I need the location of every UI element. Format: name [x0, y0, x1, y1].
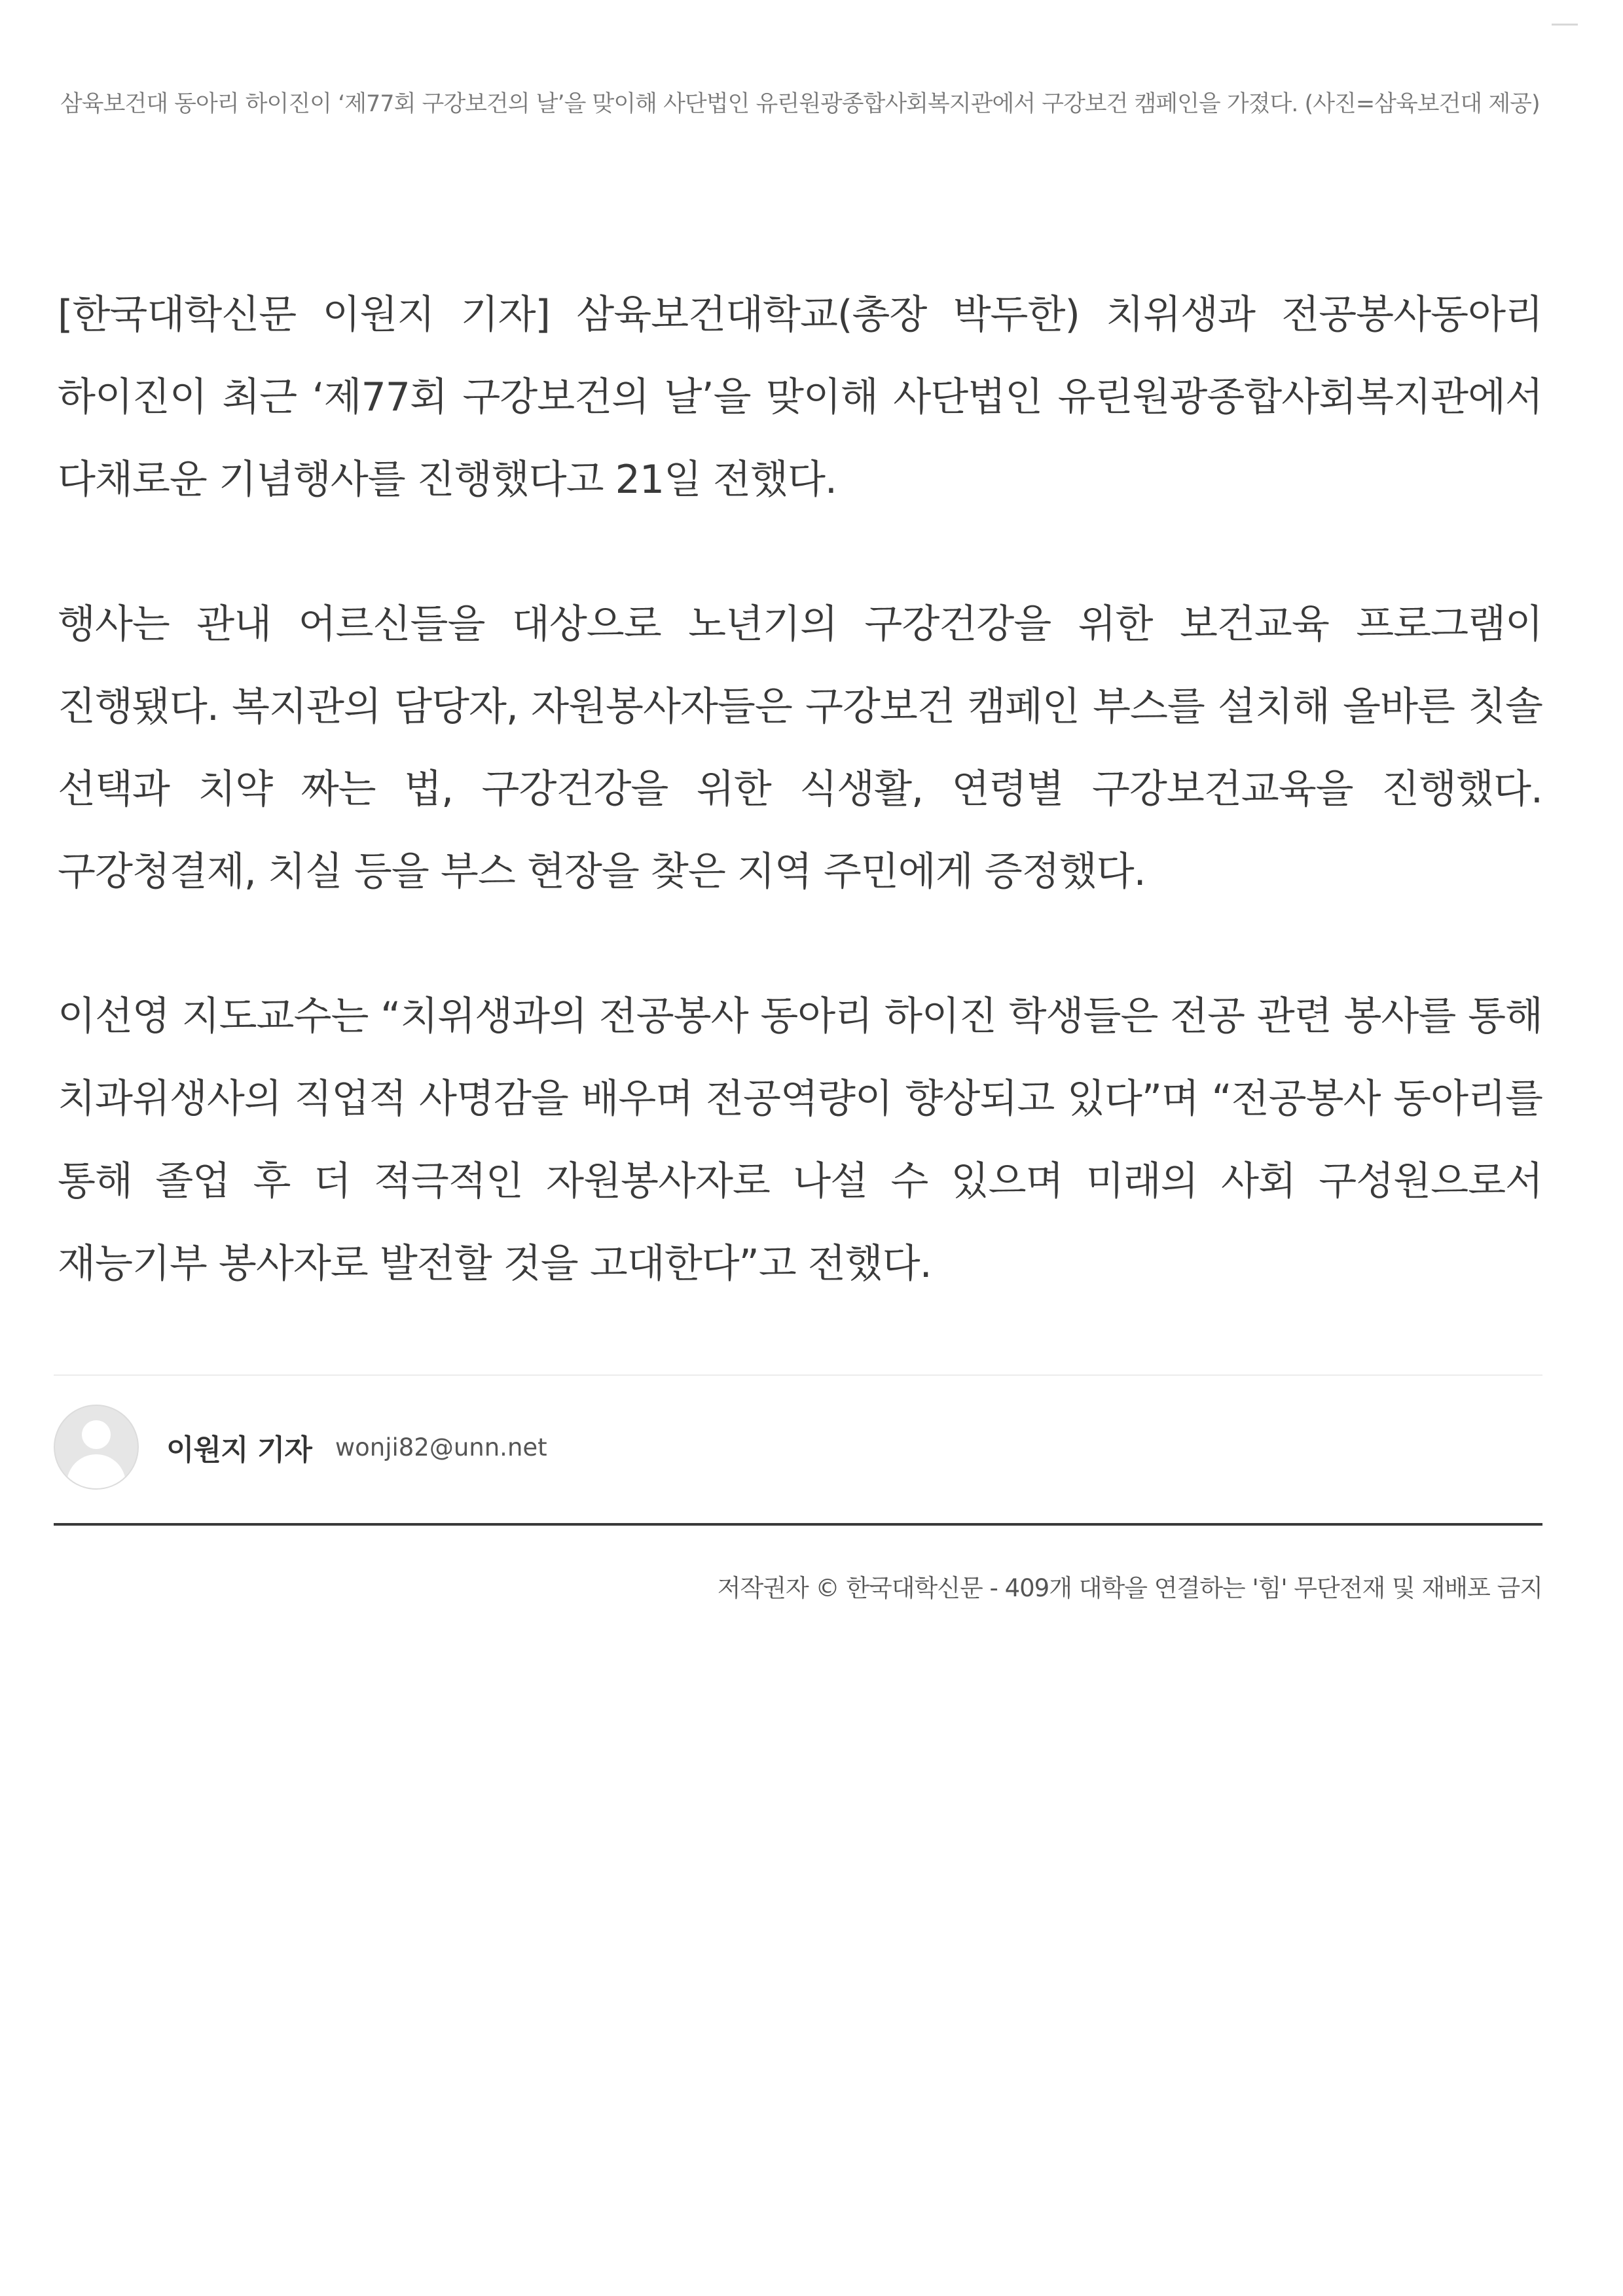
- article-body: [58, 274, 1542, 1367]
- article-paragraph: [한국대학신문 이원지 기자] 삼육보건대학교(총장 박두한) 치위생과 전공봉사동아리 하이진이 최근 ‘제77회 구강보건의 날’을 맞이해 사단법인 유린원광종합사회복지관에서 다채로운 기념행사를 진행했다고 21일 전했다.: [58, 292, 1542, 503]
- default-user-avatar-icon: [54, 1405, 139, 1490]
- photo-caption: 삼육보건대 동아리 하이진이 ‘제77회 구강보건의 날’을 맞이해 사단법인 유린원광종합사회복지관에서 구강보건 캠페인을 가졌다. (사진=삼육보건대 제공): [60, 91, 1540, 117]
- byline-divider: [54, 1374, 1542, 1376]
- footer-divider: [54, 1523, 1542, 1526]
- article-paragraph: 이선영 지도교수는 “치위생과의 전공봉사 동아리 하이진 학생들은 전공 관련 봉사를 통해 치과위생사의 직업적 사명감을 배우며 전공역량이 향상되고 있다”며 “전공봉사 동아리를 통해 졸업 후 더 적극적인 자원봉사자로 나설 수 있으며 미래의 사회 구성원으로서 재능기부 봉사자로 발전할 것을 고대한다”고 전했다.: [58, 994, 1542, 1287]
- reporter-name[interactable]: 이원지 기자: [166, 1433, 312, 1467]
- top-corner-rule: [1552, 24, 1578, 26]
- reporter-email[interactable]: wonji82@unn.net: [335, 1433, 547, 1462]
- reporter-byline: [54, 1405, 547, 1490]
- copyright-notice: 저작권자 © 한국대학신문 - 409개 대학을 연결하는 '힘' 무단전재 및 재배포 금지: [717, 1574, 1542, 1602]
- article-paragraph: 행사는 관내 어르신들을 대상으로 노년기의 구강건강을 위한 보건교육 프로그램이 진행됐다. 복지관의 담당자, 자원봉사자들은 구강보건 캠페인 부스를 설치해 올바른 칫솔 선택과 치약 짜는 법, 구강건강을 위한 식생활, 연령별 구강보건교육을 진행했다. 구강청결제, 치실 등을 부스 현장을 찾은 지역 주민에게 증정했다.: [58, 601, 1542, 895]
